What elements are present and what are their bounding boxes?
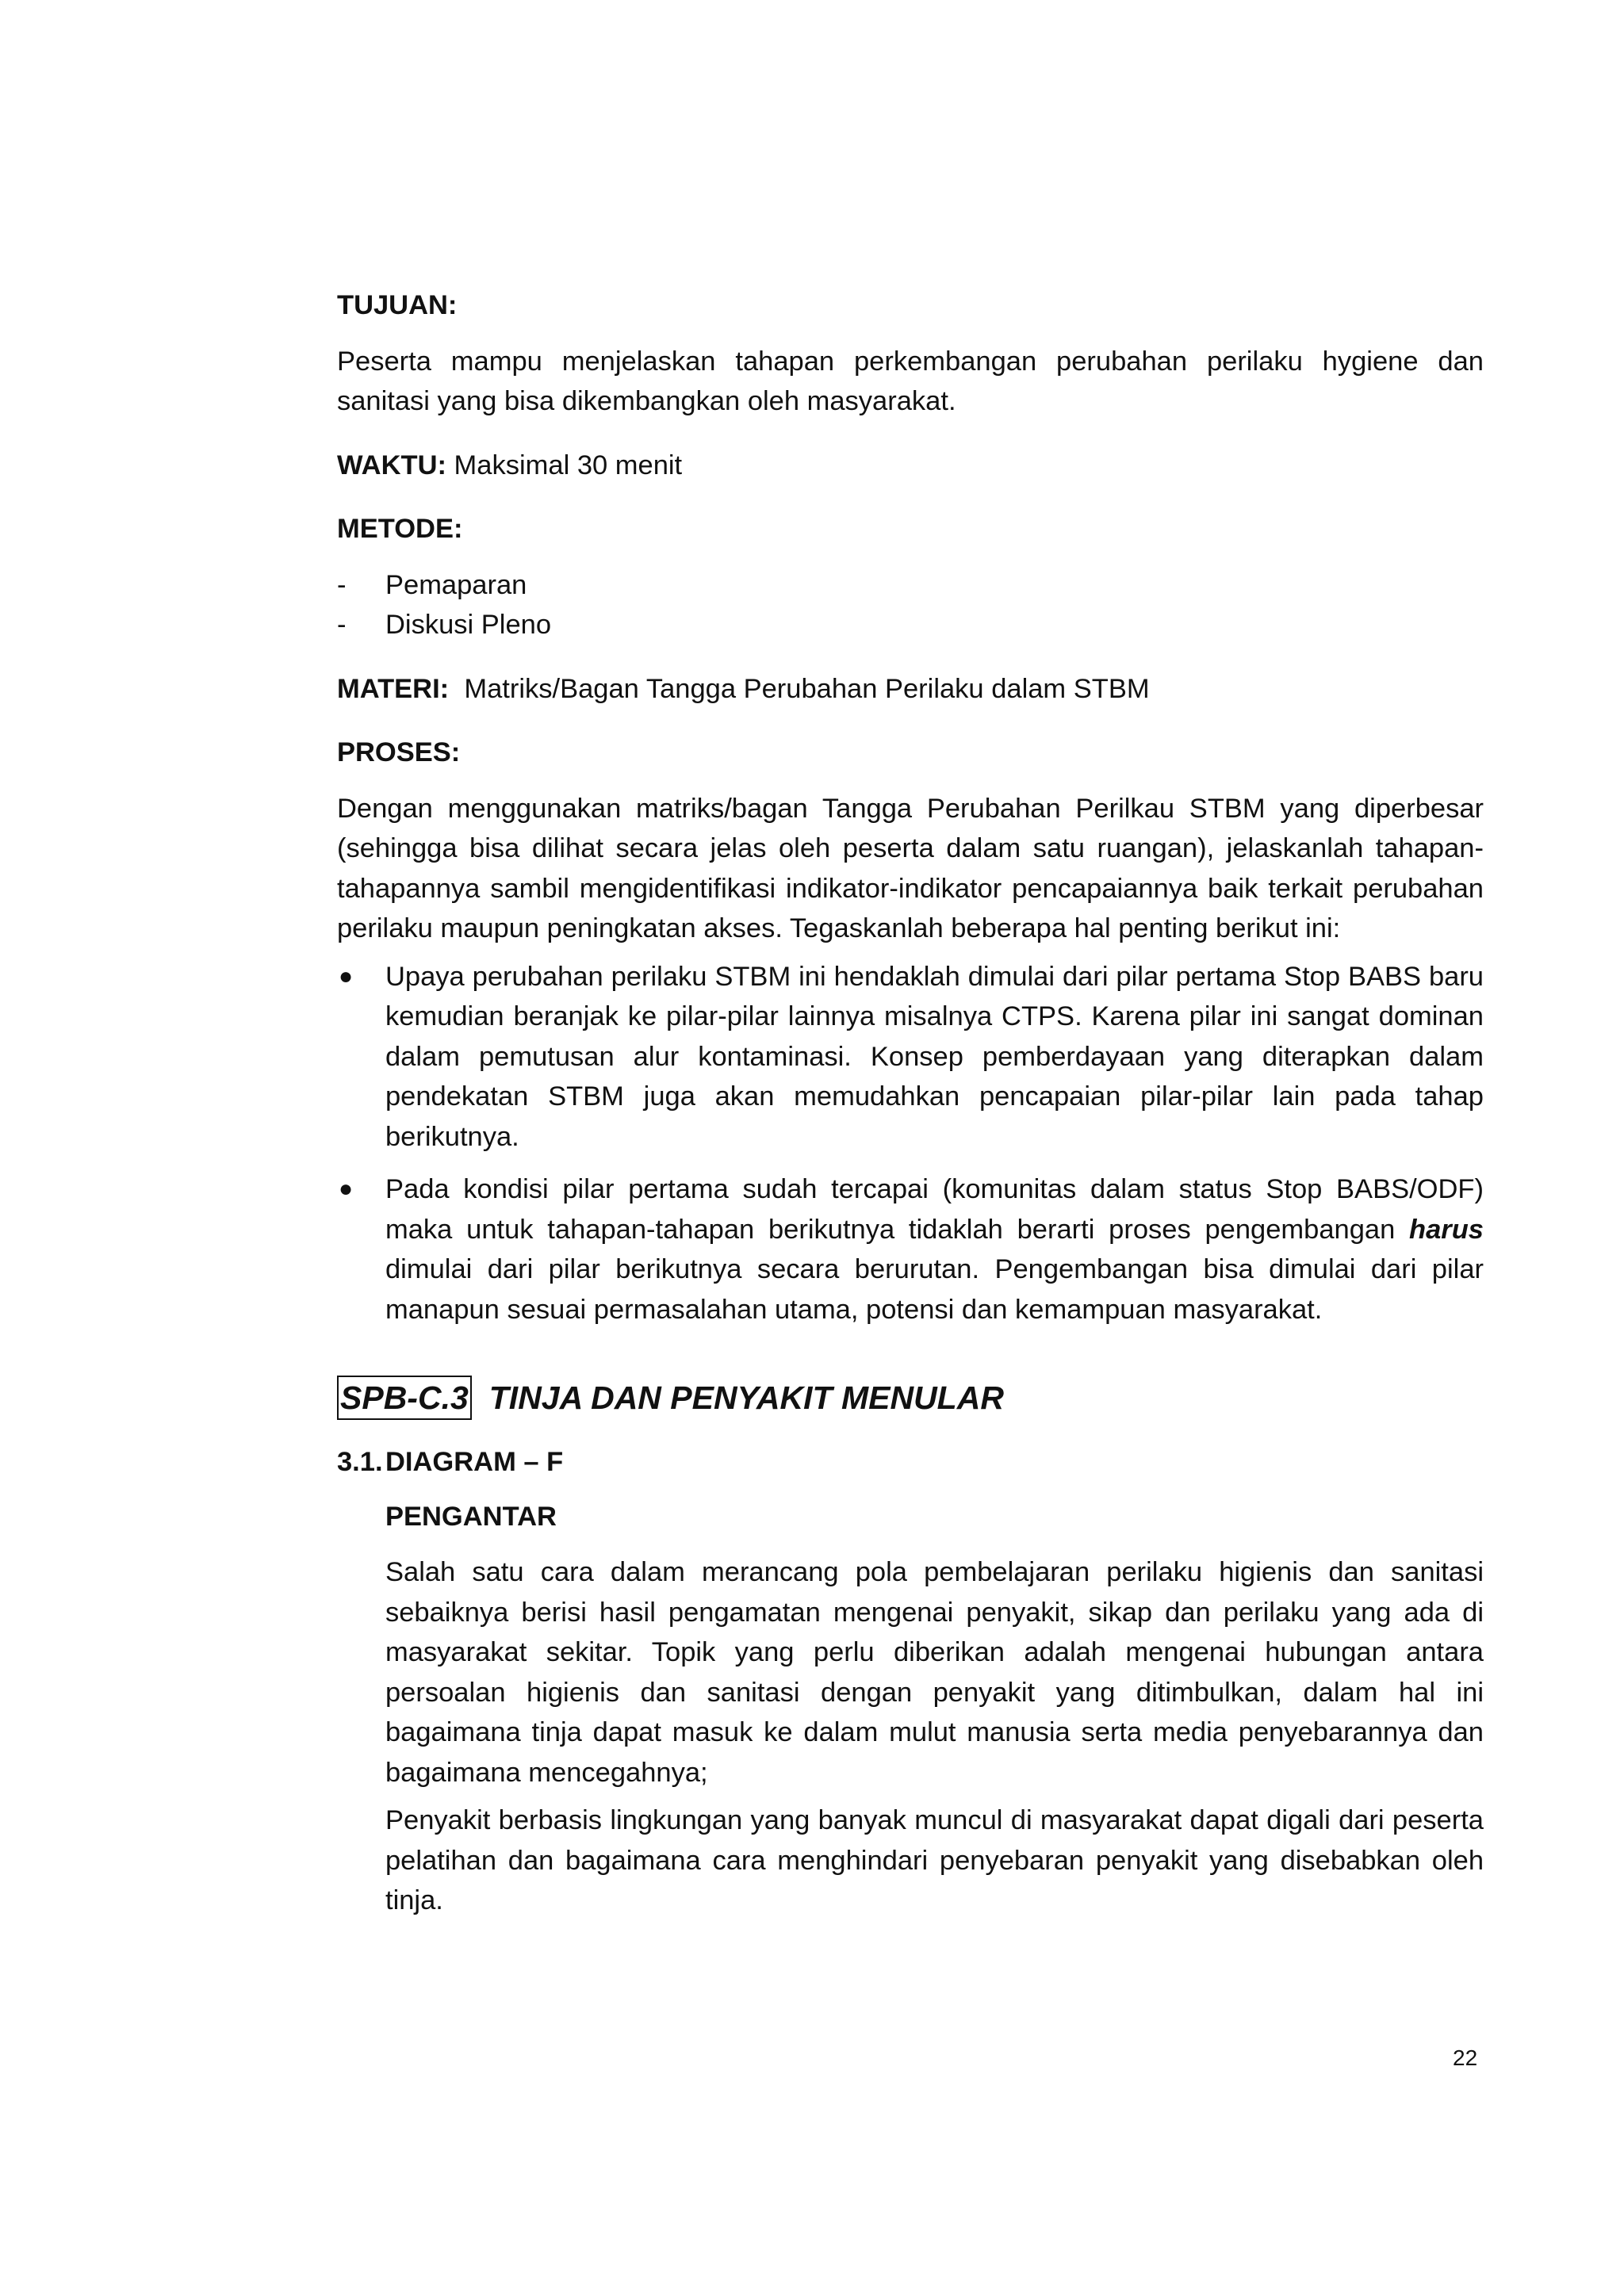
- subsection-body: [337, 1497, 1484, 1921]
- waktu-value: Maksimal 30 menit: [446, 450, 683, 480]
- page-number: 22: [1453, 2045, 1478, 2070]
- metode-item-2: Diskusi Pleno: [385, 610, 552, 640]
- bullet-icon: ●: [339, 1176, 354, 1202]
- waktu-label: WAKTU:: [337, 450, 446, 480]
- document-page: [337, 285, 1484, 1921]
- proses-heading: PROSES:: [337, 737, 461, 767]
- subsection-heading: [337, 1442, 1484, 1483]
- proses-bullets: [337, 957, 1484, 1330]
- tujuan-heading: TUJUAN:: [337, 290, 458, 320]
- dash-marker: -: [337, 569, 347, 600]
- list-item: [337, 957, 1484, 1158]
- section-title: [337, 1376, 1484, 1420]
- bullet-icon: ●: [339, 962, 354, 989]
- pengantar-heading: PENGANTAR: [385, 1501, 557, 1532]
- list-item: [337, 605, 1484, 645]
- subsection-number: 3.1.: [337, 1447, 383, 1477]
- proses-bullet-2-after: dimulai dari pilar berikutnya secara berurutan. Pengembangan bisa dimulai dari pilar manapun sesuai permasalahan utama, potensi dan kemampuan masyarakat.: [385, 1254, 1484, 1325]
- tujuan-text: Peserta mampu menjelaskan tahapan perkembangan perubahan perilaku hygiene dan sanitasi yang bisa dikembangkan oleh masyarakat.: [337, 346, 1484, 416]
- pengantar-paragraph-2: Penyakit berbasis lingkungan yang banyak muncul di masyarakat dapat digali dari peserta pelatihan dan bagaimana cara menghindari penyebaran penyakit yang disebabkan oleh tinja.: [385, 1805, 1484, 1915]
- pengantar-paragraph-1: Salah satu cara dalam merancang pola pembelajaran perilaku higienis dan sanitasi sebaiknya berisi hasil pengamatan mengenai penyakit, sikap dan perilaku yang ada di masyarakat sekitar. Topik yang perlu diberikan adalah mengenai hubungan antara persoalan higienis dan sanitasi dengan penyakit yang ditimbulkan, dalam hal ini bagaimana tinja dapat masuk ke dalam mulut manusia serta media penyebarannya dan bagaimana mencegahnya;: [385, 1557, 1484, 1788]
- waktu-line: [337, 446, 1484, 486]
- metode-heading: METODE:: [337, 514, 463, 544]
- metode-item-1: Pemaparan: [385, 569, 527, 600]
- list-item: [337, 1169, 1484, 1330]
- section-title-text: TINJA DAN PENYAKIT MENULAR: [488, 1380, 1004, 1416]
- materi-line: [337, 669, 1484, 710]
- metode-list: [337, 565, 1484, 645]
- proses-bullet-2-before: Pada kondisi pilar pertama sudah tercapai (komunitas dalam status Stop BABS/ODF) maka untuk tahapan-tahapan berikutnya tidaklah berarti proses pengembangan: [385, 1174, 1484, 1245]
- materi-value: Matriks/Bagan Tangga Perubahan Perilaku dalam STBM: [449, 673, 1150, 704]
- list-item: [337, 565, 1484, 606]
- subsection-title: DIAGRAM – F: [385, 1447, 564, 1477]
- section-code: SPB-C.3: [337, 1376, 472, 1420]
- materi-label: MATERI:: [337, 673, 450, 704]
- proses-bullet-2-emph: harus: [1409, 1214, 1484, 1245]
- proses-text: Dengan menggunakan matriks/bagan Tangga Perubahan Perilkau STBM yang diperbesar (sehingga bisa dilihat secara jelas oleh peserta dalam satu ruangan), jelaskanlah tahapan-tahapannya sambil mengidentifikasi indikator-indikator pencapaiannya baik terkait perubahan perilaku maupun peningkatan akses. Tegaskanlah beberapa hal penting berikut ini:: [337, 793, 1484, 943]
- dash-marker: -: [337, 610, 347, 640]
- proses-bullet-1: Upaya perubahan perilaku STBM ini hendaklah dimulai dari pilar pertama Stop BABS baru kemudian beranjak ke pilar-pilar lainnya misalnya CTPS. Karena pilar ini sangat dominan dalam pemutusan alur kontaminasi. Konsep pemberdayaan yang diterapkan dalam pendekatan STBM juga akan memudahkan pencapaian pilar-pilar lain pada tahap berikutnya.: [385, 961, 1484, 1152]
